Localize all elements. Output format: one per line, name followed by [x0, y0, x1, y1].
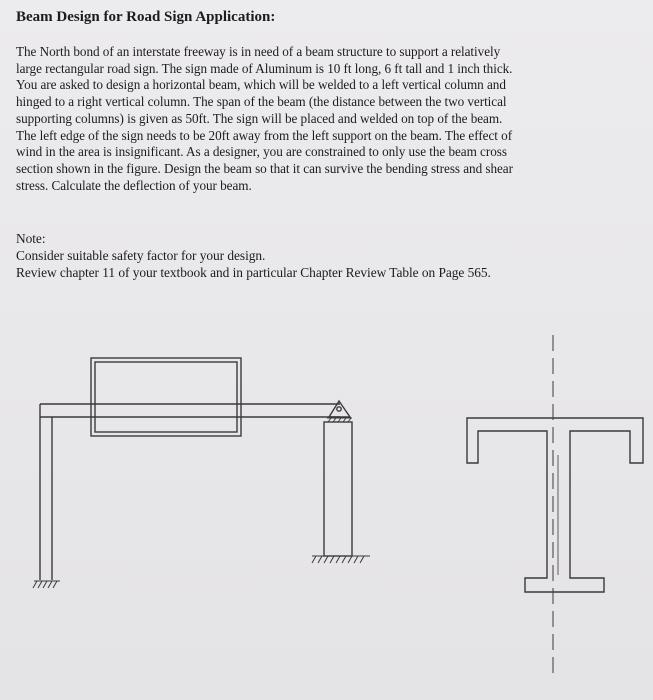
right-fixed-support	[312, 556, 370, 563]
left-fixed-support	[33, 581, 60, 588]
hinge-pin	[337, 407, 341, 411]
paragraph-line: section shown in the figure. Design the beam so that it can survive the bending stress and shear	[16, 160, 513, 176]
note-line: Consider suitable safety factor for your design.	[16, 247, 266, 263]
paragraph-line: The North bond of an interstate freeway is in need of a beam structure to support a relatively	[16, 44, 501, 59]
road-sign	[91, 358, 241, 436]
paragraph-line: You are asked to design a horizontal beam, which will be welded to a left vertical column and	[16, 77, 506, 93]
problem-statement	[16, 44, 646, 194]
paragraph-line: large rectangular road sign. The sign made of Aluminum is 10 ft long, 6 ft tall and 1 inch thick.	[16, 60, 513, 76]
paragraph-line: hinged to a right vertical column. The span of the beam (the distance between the two vertical	[16, 94, 507, 110]
beam-cross-section	[467, 418, 643, 592]
right-column	[324, 422, 352, 556]
note-section	[16, 231, 646, 281]
note-line: Review chapter 11 of your textbook and in particular Chapter Review Table on Page 565.	[16, 264, 491, 280]
cross-section-diagram	[467, 335, 643, 673]
paragraph-line: supporting columns) is given as 50ft. The sign will be placed and welded on top of the beam.	[16, 110, 503, 126]
page-title: Beam Design for Road Sign Application:	[16, 9, 276, 25]
structure-diagram	[33, 358, 370, 588]
paragraph-line: wind in the area is insignificant. As a designer, you are constrained to only use the beam cross	[16, 144, 507, 160]
road-sign-inner	[95, 362, 237, 432]
note-heading: Note:	[16, 231, 46, 246]
paragraph-line: stress. Calculate the deflection of your beam.	[16, 177, 252, 193]
paragraph-line: The left edge of the sign needs to be 20ft away from the left support on the beam. The effect of	[16, 127, 513, 143]
beam-figure	[0, 325, 653, 700]
